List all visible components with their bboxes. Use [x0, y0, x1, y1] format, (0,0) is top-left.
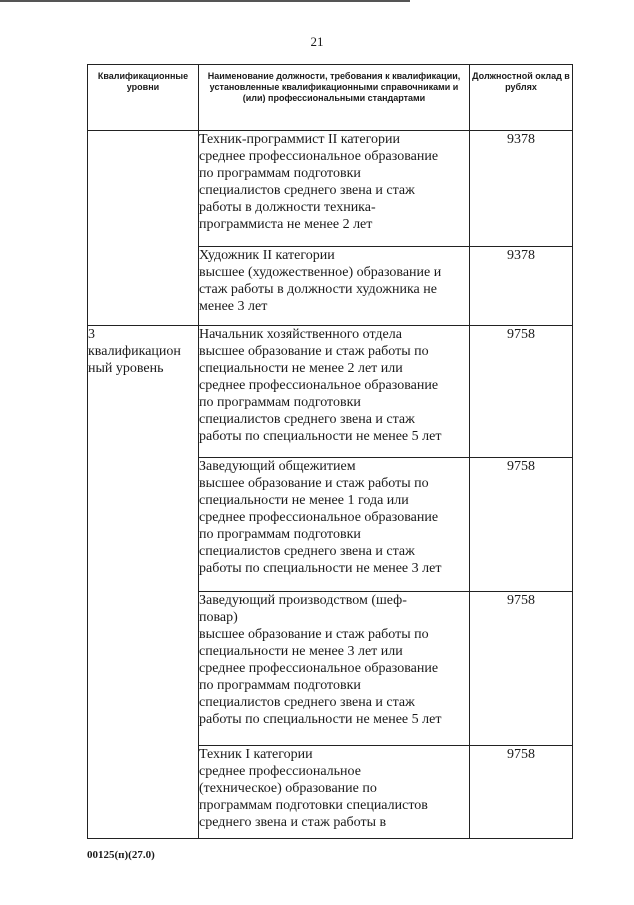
header-salary: Должностной оклад в рублях: [470, 65, 573, 131]
salary-cell: 9758: [470, 458, 573, 592]
position-title: Начальник хозяйственного отдела: [199, 327, 402, 342]
qualification-level-3: 3 квалификацион ный уровень: [88, 326, 199, 839]
position-requirements: высшее образование и стаж работы по специальности не менее 3 лет или среднее профессиональное образование по программам подготовки специалистов среднего звена и стаж работы по специальности не менее 5 лет: [199, 627, 442, 727]
position-cell: [199, 131, 470, 247]
header-levels: Квалификационные уровни: [88, 65, 199, 131]
table-row: [88, 326, 573, 458]
table-row: [88, 131, 573, 247]
salary-cell: 9758: [470, 746, 573, 839]
position-title: Художник II категории: [199, 248, 335, 263]
qualification-table: [87, 64, 573, 839]
position-title: Заведующий производством (шеф- повар): [199, 593, 407, 625]
salary-cell: 9758: [470, 326, 573, 458]
position-cell: [199, 326, 470, 458]
salary-cell: 9378: [470, 247, 573, 326]
position-cell: [199, 247, 470, 326]
position-requirements: среднее профессиональное образование по программам подготовки специалистов среднего звена и стаж работы в должности техника- программиста не менее 2 лет: [199, 149, 439, 232]
top-rule: [0, 0, 410, 2]
position-cell: [199, 458, 470, 592]
position-title: Заведующий общежитием: [199, 459, 356, 474]
level-cell-empty: [88, 131, 199, 326]
page-number: 21: [310, 34, 324, 49]
position-requirements: высшее образование и стаж работы по специальности не менее 2 лет или среднее профессиональное образование по программам подготовки специалистов среднего звена и стаж работы по специальности не менее 5 лет: [199, 344, 442, 444]
document-code: 00125(п)(27.0): [87, 849, 155, 861]
header-position: Наименование должности, требования к квалификации, установленные квалификационными справочниками и (или) профессиональными стандартами: [199, 65, 470, 131]
salary-cell: 9758: [470, 592, 573, 746]
position-cell: [199, 746, 470, 839]
position-requirements: высшее образование и стаж работы по специальности не менее 1 года или среднее профессиональное образование по программам подготовки специалистов среднего звена и стаж работы по специальности не менее 3 лет: [199, 476, 442, 576]
position-cell: [199, 592, 470, 746]
position-title: Техник I категории: [199, 747, 313, 762]
table-header-row: [88, 65, 573, 131]
salary-cell: 9378: [470, 131, 573, 247]
position-requirements: среднее профессиональное (техническое) образование по программам подготовки специалистов среднего звена и стаж работы в: [199, 764, 428, 830]
position-title: Техник-программист II категории: [199, 132, 400, 147]
position-requirements: высшее (художественное) образование и стаж работы в должности художника не менее 3 лет: [199, 265, 442, 314]
